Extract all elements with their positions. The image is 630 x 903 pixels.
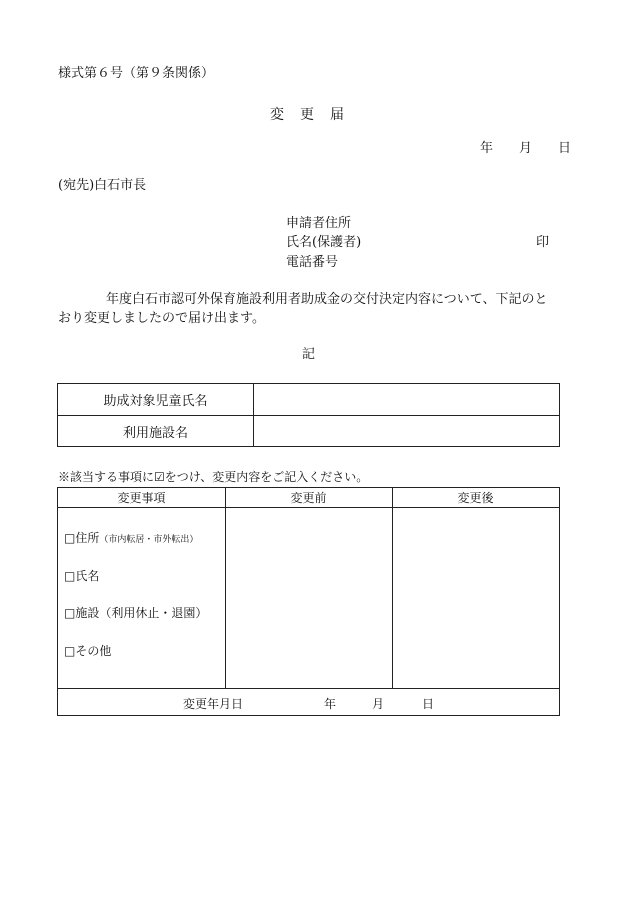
child-name-label: 助成対象児童氏名 — [58, 384, 254, 415]
instruction-text: ※該当する事項に☑をつけ、変更内容をご記入ください。 — [58, 470, 369, 484]
before-change-field[interactable] — [226, 508, 392, 688]
applicant-address-label: 申請者住所 — [286, 216, 352, 231]
header-after: 変更後 — [457, 491, 494, 505]
table-row — [58, 416, 559, 447]
change-date-day: 日 — [422, 697, 435, 711]
after-change-field[interactable] — [393, 508, 559, 688]
addressee: (宛先)白石市長 — [58, 178, 147, 193]
document-title: 変 更 届 — [270, 107, 345, 123]
header-change-item: 変更事項 — [117, 491, 166, 505]
checkbox-item-other[interactable] — [64, 642, 111, 659]
item-note: （市内転居・市外転出） — [99, 535, 199, 545]
item-label: 住所 — [75, 531, 100, 545]
checkbox-item-name[interactable] — [64, 567, 99, 584]
applicant-name-label: 氏名(保護者) — [286, 235, 362, 250]
child-name-field[interactable] — [254, 384, 559, 415]
table-row — [58, 384, 559, 416]
checkbox-item-address[interactable] — [64, 529, 198, 546]
applicant-phone-label: 電話番号 — [286, 255, 339, 270]
header-before: 変更前 — [290, 491, 327, 505]
date-line: 年 月 日 — [480, 141, 572, 156]
change-date-year: 年 — [324, 697, 337, 711]
checkbox-icon[interactable]: □ — [64, 644, 76, 658]
checkbox-icon[interactable]: □ — [64, 569, 76, 583]
change-date-month: 月 — [372, 697, 385, 711]
checkbox-icon[interactable]: □ — [64, 606, 76, 620]
body-text-line2: おり変更しましたので届け出ます。 — [58, 311, 265, 326]
child-facility-table — [57, 383, 560, 447]
item-label: 施設（利用休止・退園） — [75, 606, 208, 620]
item-label: 氏名 — [75, 569, 100, 583]
change-date-label: 変更年月日 — [183, 697, 244, 711]
seal-label: 印 — [536, 235, 550, 250]
change-details-table — [57, 487, 560, 716]
ki-heading: 記 — [302, 347, 316, 362]
item-label: その他 — [75, 644, 112, 658]
checkbox-item-facility[interactable] — [64, 604, 207, 621]
form-number: 様式第６号（第９条関係） — [58, 66, 215, 81]
body-text-line1: 年度白石市認可外保育施設利用者助成金の交付決定内容について、下記のと — [106, 292, 548, 307]
facility-name-label: 利用施設名 — [58, 416, 254, 447]
checkbox-icon[interactable]: □ — [64, 531, 76, 545]
change-date-row — [58, 688, 559, 716]
facility-name-field[interactable] — [254, 416, 559, 447]
